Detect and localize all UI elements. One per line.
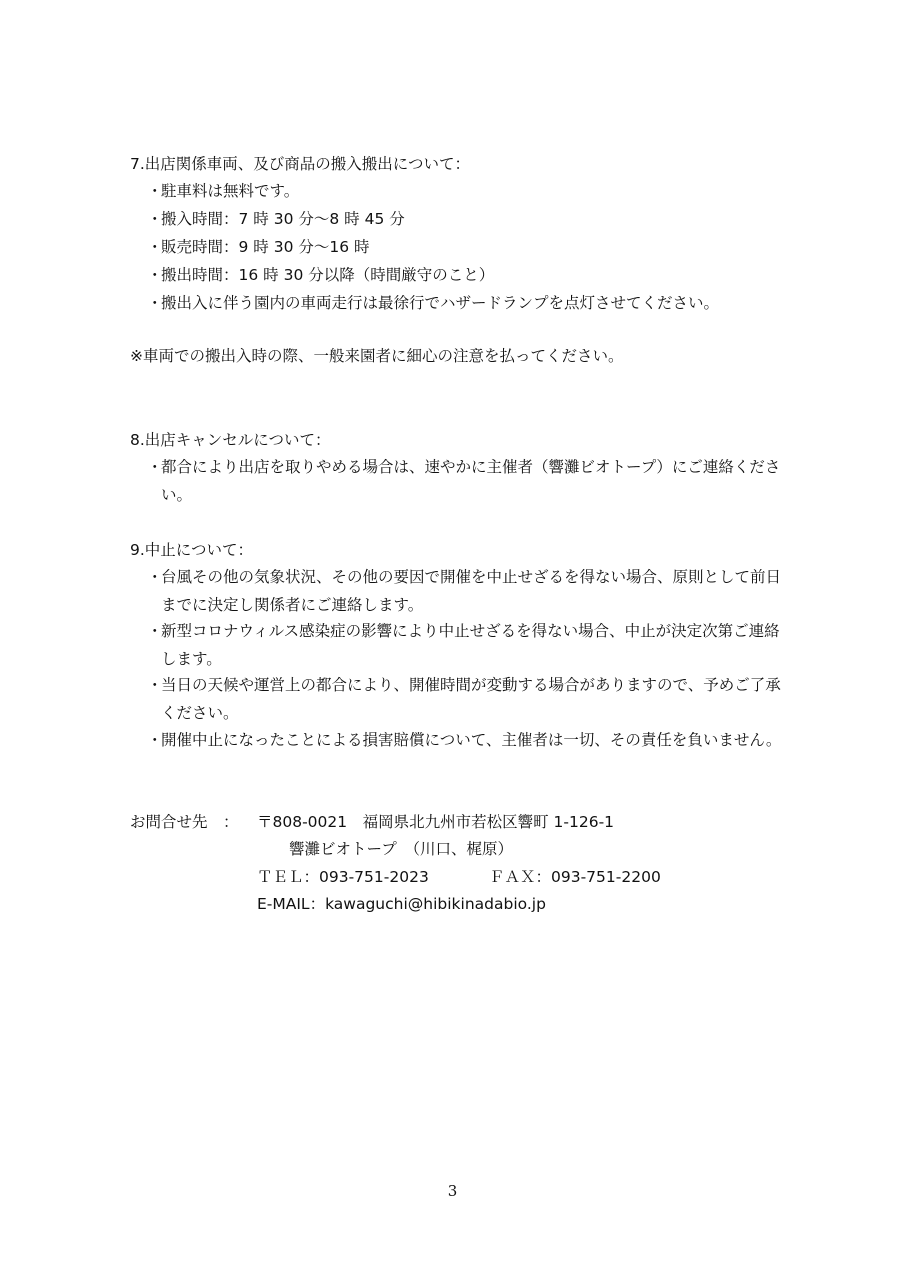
section-9-item-2: ・ 新型コロナウィルス感染症の影響により中止せざるを得ない場合、中止が決定次第ご連絡します。 [147, 617, 787, 673]
section-8-heading: 8.出店キャンセルについて： [130, 431, 331, 449]
section-9-item-3: ・ 当日の天候や運営上の都合により、開催時間が変動する場合がありますので、予めご了承ください。 [147, 671, 787, 727]
section-7-item-4: ・ 搬出時間：16 時 30 分以降（時間厳守のこと） [147, 261, 787, 289]
page-number: 3 [447, 1182, 458, 1200]
section-7-item-5: ・ 搬出入に伴う園内の車両走行は最徐行でハザードランプを点灯させてください。 [147, 289, 787, 317]
vehicle-caution-note: ※車両での搬出入時の際、一般来園者に細心の注意を払ってください。 [130, 347, 624, 365]
contact-address: 〒808-0021 福岡県北九州市若松区響町 1-126-1 [257, 813, 615, 831]
section-7-item-2: ・ 搬入時間：7 時 30 分～8 時 45 分 [147, 205, 787, 233]
contact-email: E-MAIL：kawaguchi@hibikinadabio.jp [257, 895, 546, 913]
section-8-item-1: ・ 都合により出店を取りやめる場合は、速やかに主催者（響灘ビオトープ）にご連絡ください。 [147, 453, 787, 509]
contact-organization: 響灘ビオトープ （川口、梶原） [289, 840, 513, 858]
section-9-item-1: ・ 台風その他の気象状況、その他の要因で開催を中止せざるを得ない場合、原則として前日までに決定し関係者にご連絡します。 [147, 563, 787, 619]
section-9-item-4: ・ 開催中止になったことによる損害賠償について、主催者は一切、その責任を負いません。 [147, 726, 787, 754]
section-7-item-3: ・ 販売時間：9 時 30 分～16 時 [147, 233, 787, 261]
section-9-heading: 9.中止について： [130, 541, 253, 559]
contact-label: お問合せ先 ： [130, 813, 239, 831]
contact-tel: ＴＥＬ：093-751-2023 [257, 868, 429, 886]
contact-fax: ＦＡＸ：093-751-2200 [489, 868, 661, 886]
section-7-heading: 7.出店関係車両、及び商品の搬入搬出について： [130, 155, 470, 173]
section-7-item-1: ・ 駐車料は無料です。 [147, 177, 787, 205]
